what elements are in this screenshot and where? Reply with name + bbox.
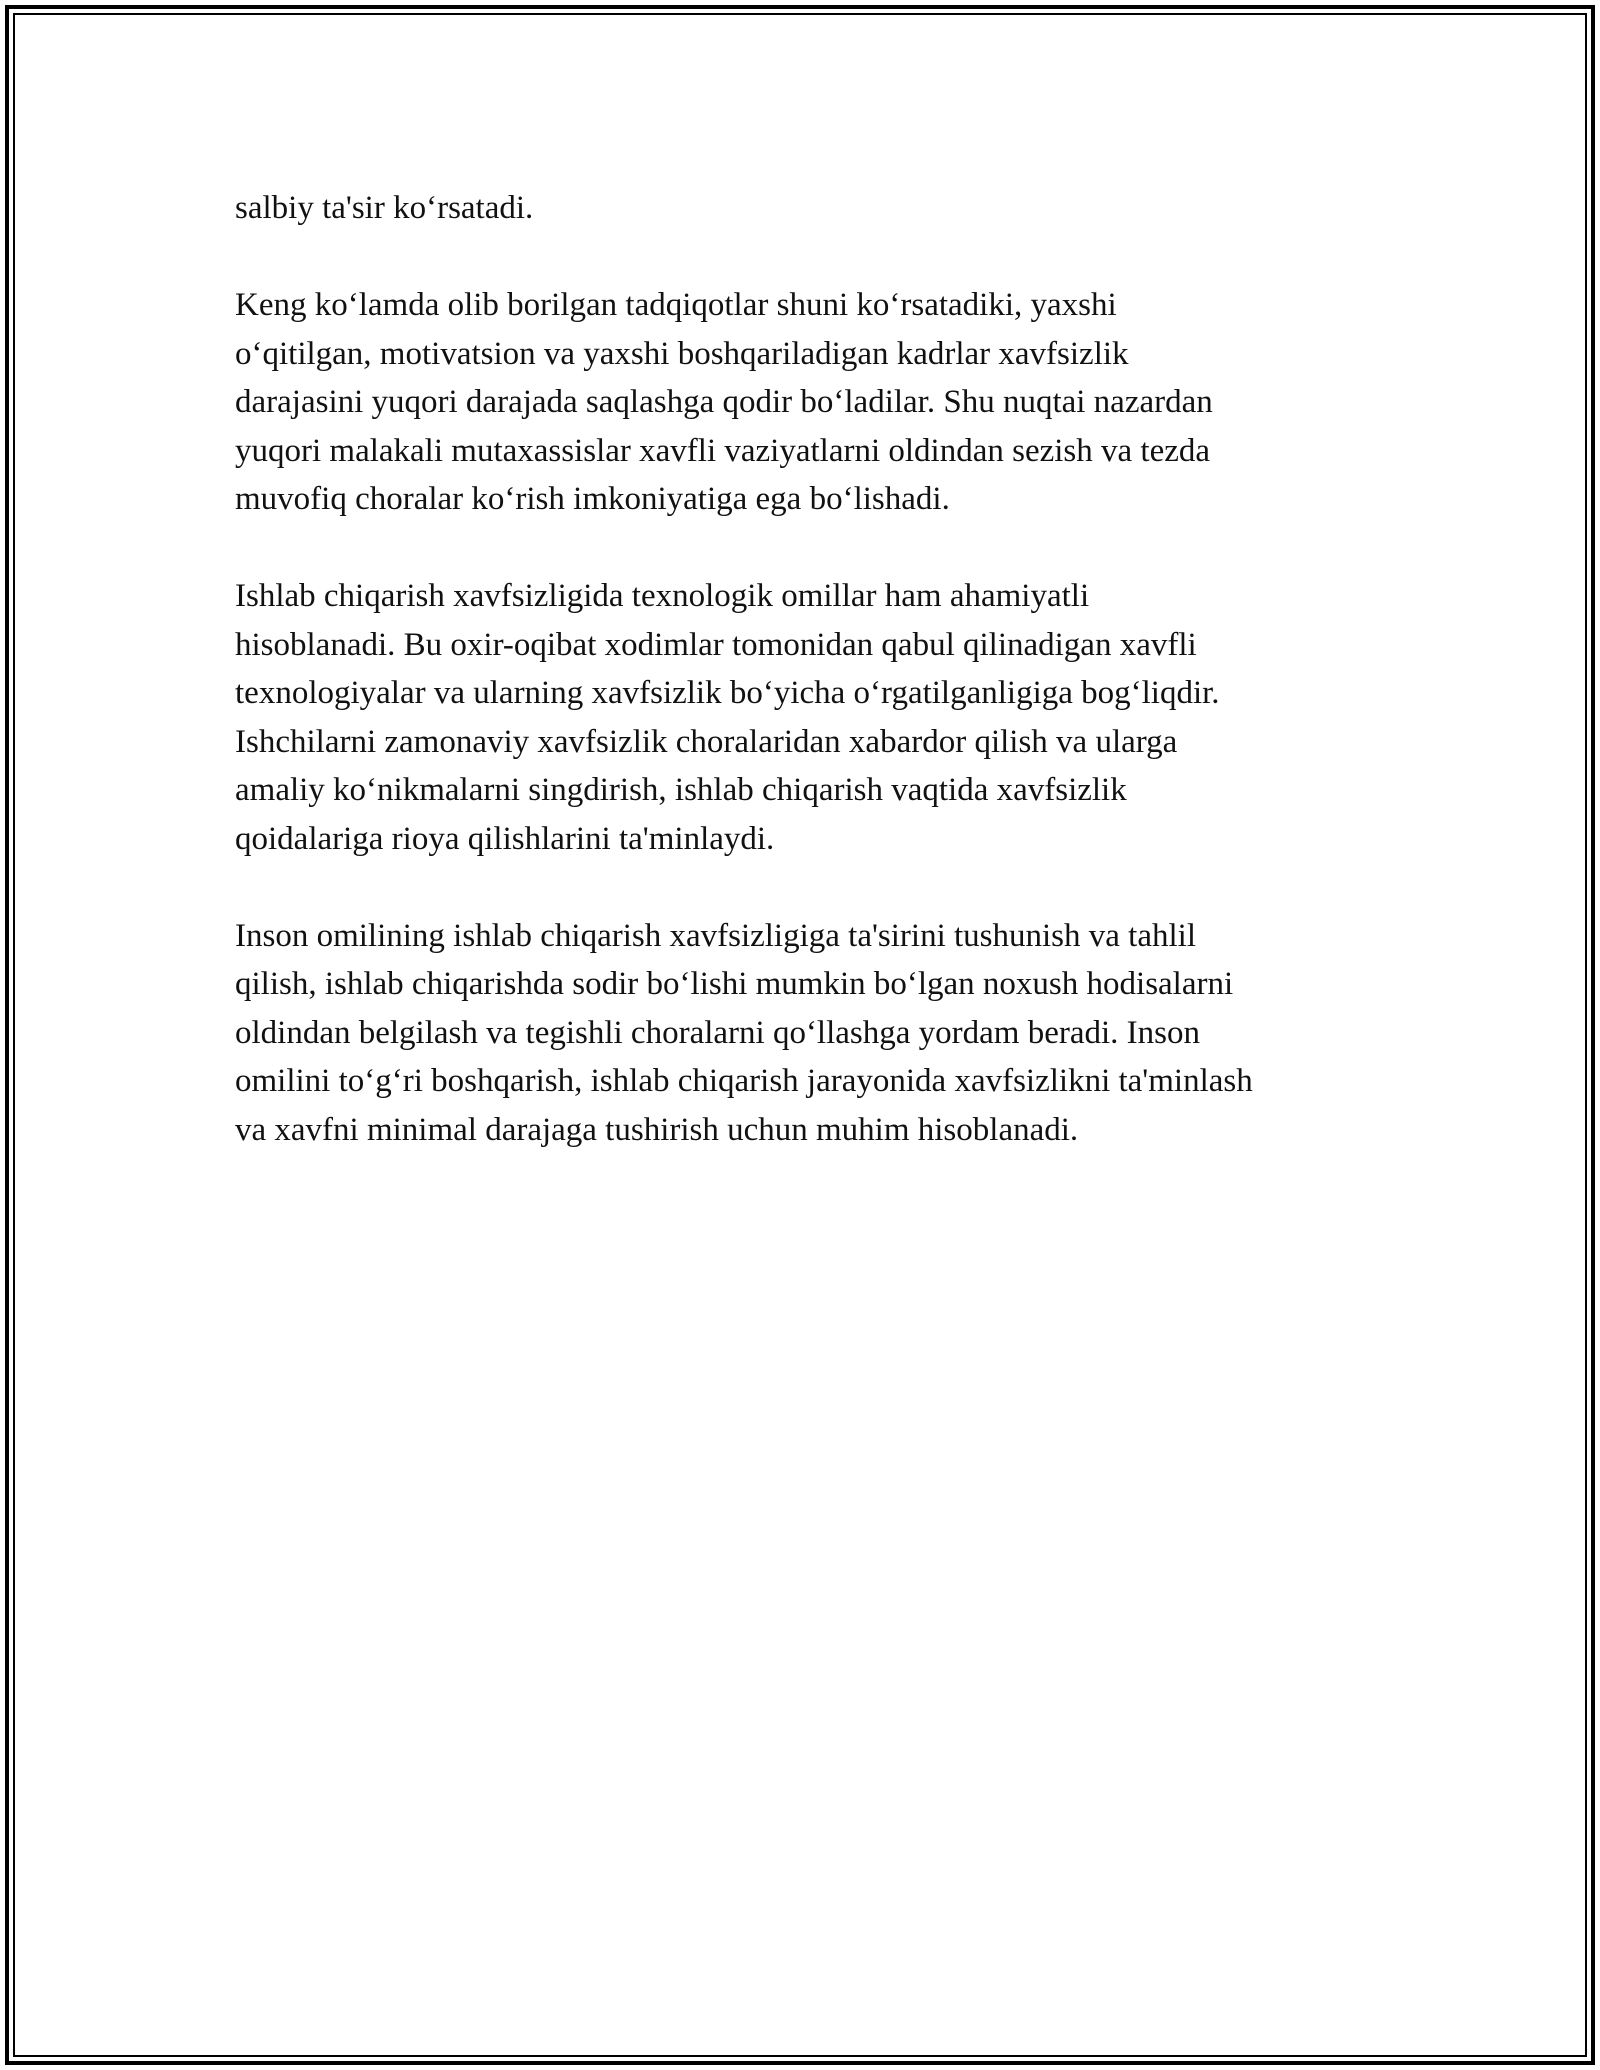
text-line: hisoblanadi. Bu oxir-oqibat xodimlar tomonidan qabul qilinadigan xavfli — [235, 626, 1197, 663]
text-line: Ishlab chiqarish xavfsizligida texnologik omillar ham ahamiyatli — [235, 578, 1090, 614]
text-line: oldindan belgilash va tegishli choralarni qo‘llashga yordam beradi. Inson — [235, 1014, 1200, 1051]
text-line: qoidalariga rioya qilishlarini ta'minlaydi. — [235, 820, 775, 857]
text-line: amaliy ko‘nikmalarni singdirish, ishlab chiqarish vaqtida xavfsizlik — [235, 772, 1127, 808]
text-line: Ishchilarni zamonaviy xavfsizlik choralaridan xabardor qilish va ularga — [235, 723, 1178, 760]
text-line: darajasini yuqori darajada saqlashga qodir bo‘ladilar. Shu nuqtai nazardan — [235, 384, 1213, 420]
text-line: omilini to‘g‘ri boshqarish, ishlab chiqarish jarayonida xavfsizlikni ta'minlash — [235, 1063, 1253, 1099]
text-line: salbiy ta'sir ko‘rsatadi. — [235, 190, 534, 226]
text-line: Keng ko‘lamda olib borilgan tadqiqotlar shuni ko‘rsatadiki, yaxshi — [235, 287, 1117, 323]
paragraph-3 — [235, 572, 1385, 863]
paragraph-2 — [235, 281, 1385, 524]
text-line: yuqori malakali mutaxassislar xavfli vaziyatlarni oldindan sezish va tezda — [235, 432, 1211, 469]
text-line: muvofiq choralar ko‘rish imkoniyatiga ega bo‘lishadi. — [235, 481, 950, 517]
text-line: qilish, ishlab chiqarishda sodir bo‘lishi mumkin bo‘lgan noxush hodisalarni — [235, 966, 1234, 1002]
text-line: Inson omilining ishlab chiqarish xavfsizligiga ta'sirini tushunish va tahlil — [235, 917, 1196, 954]
document-body — [235, 184, 1385, 1203]
paragraph-1 — [235, 184, 1385, 233]
text-line: texnologiyalar va ularning xavfsizlik bo‘yicha o‘rgatilganligiga bog‘liqdir. — [235, 675, 1220, 711]
text-line: va xavfni minimal darajaga tushirish uchun muhim hisoblanadi. — [235, 1111, 1079, 1148]
text-line: o‘qitilgan, motivatsion va yaxshi boshqariladigan kadrlar xavfsizlik — [235, 335, 1129, 372]
paragraph-4 — [235, 912, 1385, 1155]
